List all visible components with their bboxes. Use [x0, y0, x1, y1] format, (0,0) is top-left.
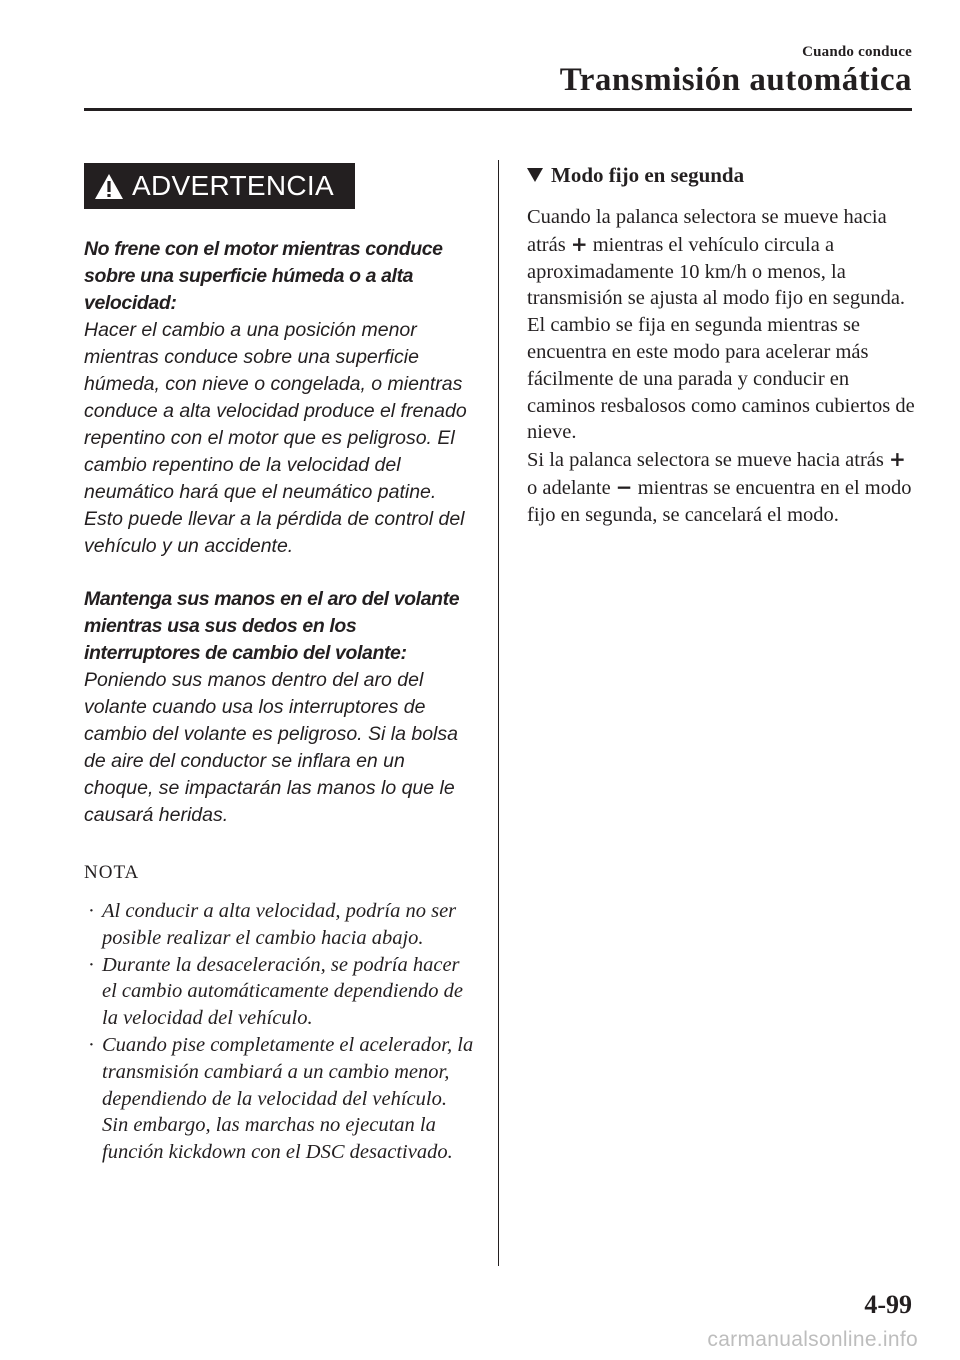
- warning-label: ADVERTENCIA: [132, 170, 334, 201]
- warning-block-2-title: Mantenga sus manos en el aro del volante mientras usa sus dedos en los interruptores de cambio del volante:: [84, 588, 460, 664]
- nota-item-text: Cuando pise completamente el acelerador, la transmisión cambiará a un cambio menor, dependiendo de la velocidad del vehículo. Sin embargo, las marchas no ejecutan la función kickdown con el DSC desactivado.: [102, 1033, 474, 1164]
- right-column: [527, 160, 917, 529]
- paragraph-2-part-a: Si la palanca selectora se mueve hacia atrás: [527, 449, 889, 472]
- column-divider: [498, 160, 499, 1266]
- plus-icon: +: [570, 231, 588, 256]
- watermark: carmanualsonline.info: [707, 1328, 918, 1351]
- minus-icon: −: [615, 474, 633, 499]
- nota-list: [84, 898, 474, 1166]
- left-column: [84, 163, 474, 1166]
- paragraph-2-part-c: mientras se encuentra en el modo fijo en segunda, se cancelará el modo.: [527, 476, 912, 526]
- triangle-down-icon: [527, 168, 543, 182]
- list-item: [84, 898, 474, 952]
- warning-block-2: [84, 586, 474, 829]
- list-item: [84, 952, 474, 1032]
- paragraph-2-part-b: o adelante: [527, 476, 616, 499]
- section-heading: [527, 160, 917, 190]
- warning-banner: [84, 163, 355, 209]
- section-heading-text: Modo fijo en segunda: [551, 163, 745, 187]
- warning-block-1-title: No frene con el motor mientras conduce sobre una superficie húmeda o a alta velocidad:: [84, 238, 443, 314]
- bullet: ·: [88, 1033, 95, 1056]
- list-item: [84, 1032, 474, 1166]
- nota-item-text: Al conducir a alta velocidad, podría no ser posible realizar el cambio hacia abajo.: [102, 900, 457, 949]
- plus-icon: +: [888, 447, 906, 472]
- warning-triangle-icon: [94, 173, 124, 200]
- page-title: Transmisión automática: [559, 62, 912, 98]
- nota-title: NOTA: [84, 862, 140, 883]
- header-section-label: Cuando conduce: [802, 44, 912, 60]
- bullet: ·: [88, 953, 95, 976]
- section-paragraph-2: [527, 446, 917, 528]
- warning-block-1: [84, 236, 474, 560]
- bullet: ·: [88, 900, 95, 922]
- nota-item-text: Durante la desaceleración, se podría hacer el cambio automáticamente dependiendo de la velocidad del vehículo.: [102, 953, 463, 1030]
- paragraph-1-part-b: mientras el vehículo circula a aproximadamente 10 km/h o menos, la transmisión se ajusta al modo fijo en segunda. El cambio se fija en segunda mientras se encuentra en este modo para acelerar más fácilmente de una parada y conducir en caminos resbalosos como caminos cubiertos de nieve.: [527, 233, 915, 444]
- page-number: 4-99: [864, 1290, 912, 1319]
- warning-block-1-text: Hacer el cambio a una posición menor mientras conduce sobre una superficie húmeda, con nieve o congelada, o mientras conduce a alta velocidad produce el frenado repentino con el motor que es peligroso. El cambio repentino de la velocidad del neumático hará que el neumático patine. Esto puede llevar a la pérdida de control del vehículo y un accidente.: [84, 319, 467, 557]
- header-rule: [84, 108, 912, 111]
- warning-block-2-text: Poniendo sus manos dentro del aro del volante cuando usa los interruptores de cambio del volante es peligroso. Si la bolsa de aire del conductor se inflara en un choque, se impactarán las manos lo que le causará heridas.: [84, 669, 458, 826]
- section-paragraph-1: [527, 204, 917, 446]
- paragraph-1-part-a: Cuando la palanca selectora se mueve hacia atrás: [527, 206, 887, 256]
